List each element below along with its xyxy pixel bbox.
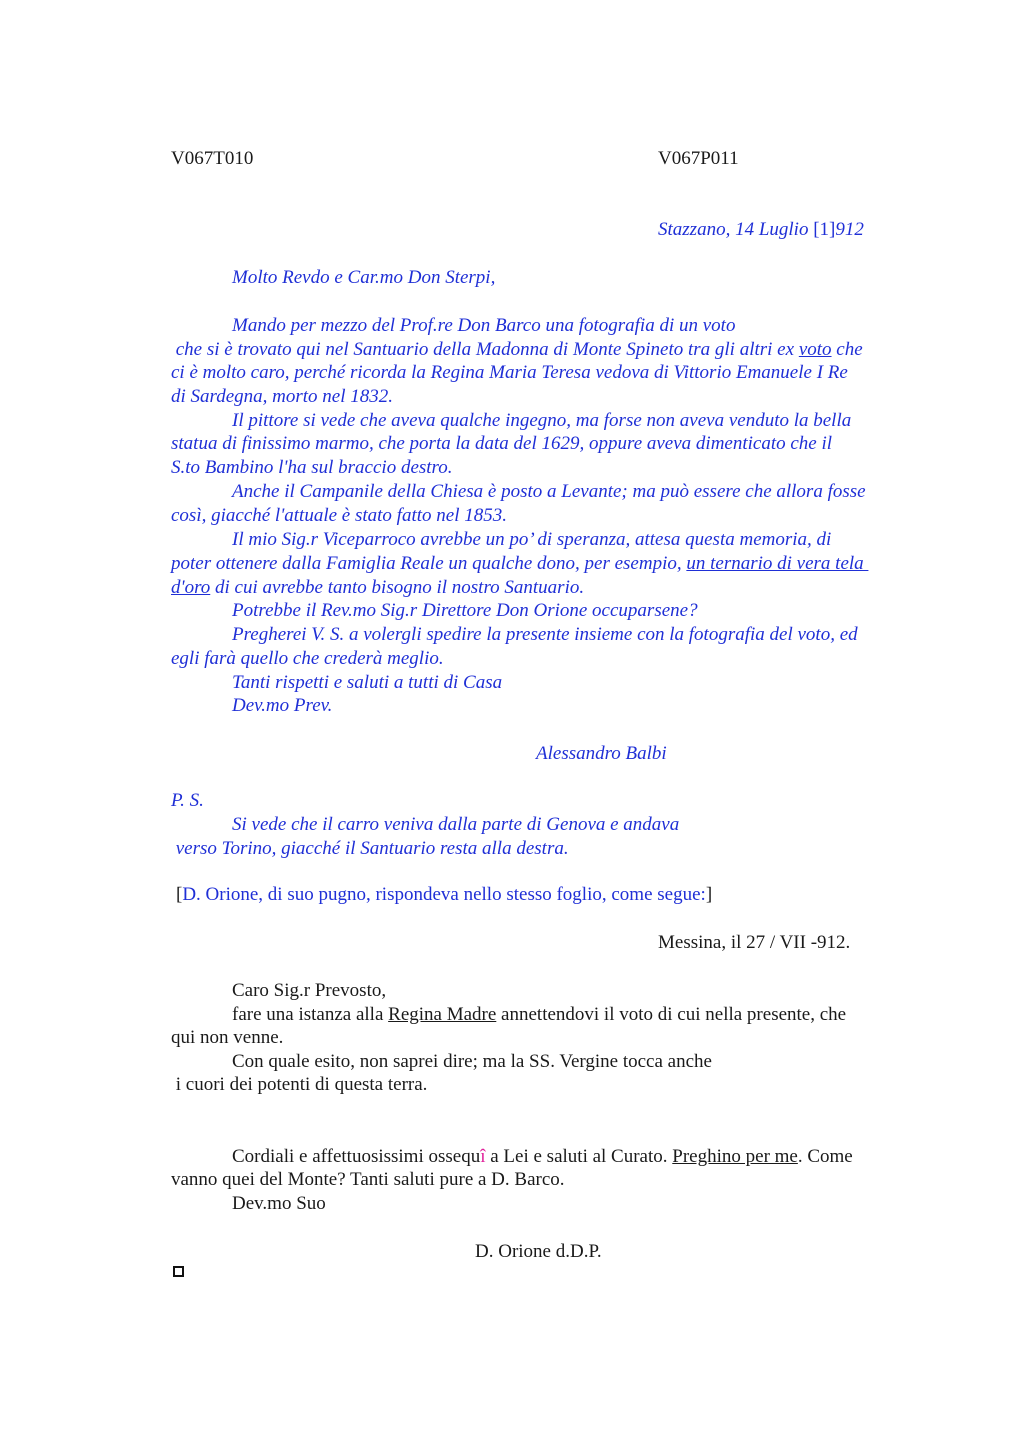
letter-salutation: Molto Revdo e Car.mo Don Sterpi, bbox=[232, 267, 496, 288]
letter-date-year: 912 bbox=[835, 219, 864, 240]
letter-line-part: di cui avrebbe tanto bisogno il nostro Santuario. bbox=[210, 577, 585, 598]
letter-line: di Sardegna, morto nel 1832. bbox=[171, 386, 394, 407]
letter-line: ci è molto caro, perché ricorda la Regina Maria Teresa vedova di Vittorio Emanuele I Re bbox=[171, 362, 848, 383]
letter-line bbox=[171, 576, 584, 600]
underlined-doro: d'oro bbox=[171, 577, 211, 598]
reply-line-part: Cordiali e affettuosissimi ossequ bbox=[232, 1146, 481, 1167]
reply-place-date: Messina, il 27 / VII -912. bbox=[658, 932, 851, 953]
letter-line: statua di finissimo marmo, che porta la data del 1629, oppure aveva dimenticato che il bbox=[171, 433, 833, 454]
reply-line bbox=[232, 1003, 846, 1027]
ps-line: Si vede che il carro veniva dalla parte di Genova e andava bbox=[232, 814, 680, 835]
reply-line: vanno quei del Monte? Tanti saluti pure a D. Barco. bbox=[171, 1169, 565, 1190]
letter-place-date-pre: Stazzano, 14 Luglio bbox=[658, 219, 814, 240]
letter-line-part: che si è trovato qui nel Santuario della Madonna di Monte Spineto tra gli altri ex bbox=[171, 339, 799, 360]
reply-line: i cuori dei potenti di questa terra. bbox=[171, 1074, 428, 1095]
reply-line-part: fare una istanza alla bbox=[232, 1004, 389, 1025]
reply-line bbox=[232, 1145, 853, 1169]
note-open-bracket: [ bbox=[176, 884, 183, 905]
reply-line-part: a Lei e saluti al Curato. bbox=[485, 1146, 673, 1167]
reply-salutation: Caro Sig.r Prevosto, bbox=[232, 980, 387, 1001]
letter-line: Il mio Sig.r Viceparroco avrebbe un po’ di speranza, attesa questa memoria, di bbox=[232, 529, 832, 550]
letter-line: Potrebbe il Rev.mo Sig.r Direttore Don Orione occuparsene? bbox=[232, 600, 698, 621]
letter-line: Mando per mezzo del Prof.re Don Barco una fotografia di un voto bbox=[232, 315, 736, 336]
letter-line: Il pittore si vede che aveva qualche ingegno, ma forse non aveva venduto la bella bbox=[232, 410, 852, 431]
letter-closing: Dev.mo Prev. bbox=[232, 695, 333, 716]
letter-line: Pregherei V. S. a volergli spedire la presente insieme con la fotografia del voto, ed bbox=[232, 624, 858, 645]
letter-line: S.to Bambino l'ha sul braccio destro. bbox=[171, 457, 453, 478]
archive-code-right: V067P011 bbox=[658, 148, 739, 169]
ps-label: P. S. bbox=[171, 790, 204, 811]
letter-line: Tanti rispetti e saluti a tutti di Casa bbox=[232, 672, 503, 693]
reply-signature: D. Orione d.D.P. bbox=[475, 1241, 602, 1262]
letter-line: così, giacché l'attuale è stato fatto nel 1853. bbox=[171, 505, 507, 526]
note-text: D. Orione, di suo pugno, rispondeva nello stesso foglio, come segue: bbox=[182, 884, 706, 905]
letter-line bbox=[171, 552, 868, 576]
editorial-note bbox=[176, 883, 712, 907]
note-close-bracket: ] bbox=[705, 884, 713, 905]
letter-line-part: poter ottenere dalla Famiglia Reale un qualche dono, per esempio, bbox=[171, 553, 687, 574]
underlined-ternario: un ternario di vera tela bbox=[686, 553, 869, 574]
letter-line bbox=[171, 338, 863, 362]
underlined-preghino: Preghino per me bbox=[672, 1146, 798, 1167]
end-square-icon bbox=[173, 1266, 184, 1277]
letter-date-bracket: [1] bbox=[813, 219, 836, 240]
letter-line: egli farà quello che crederà meglio. bbox=[171, 648, 444, 669]
underlined-regina-madre: Regina Madre bbox=[388, 1004, 497, 1025]
archive-code-left: V067T010 bbox=[171, 148, 254, 169]
letter-line-part: che bbox=[831, 339, 863, 360]
underlined-voto: voto bbox=[798, 339, 832, 360]
highlighted-char: î bbox=[480, 1146, 486, 1167]
reply-closing: Dev.mo Suo bbox=[232, 1193, 326, 1214]
letter-line: Anche il Campanile della Chiesa è posto a Levante; ma può essere che allora fosse bbox=[232, 481, 866, 502]
letter-place-date bbox=[658, 218, 864, 242]
letter-signature: Alessandro Balbi bbox=[536, 743, 667, 764]
ps-line: verso Torino, giacché il Santuario resta alla destra. bbox=[171, 838, 569, 859]
reply-line-part: . Come bbox=[797, 1146, 853, 1167]
reply-line: Con quale esito, non saprei dire; ma la SS. Vergine tocca anche bbox=[232, 1051, 712, 1072]
reply-line: qui non venne. bbox=[171, 1027, 284, 1048]
reply-line-part: annettendovi il voto di cui nella presente, che bbox=[496, 1004, 847, 1025]
